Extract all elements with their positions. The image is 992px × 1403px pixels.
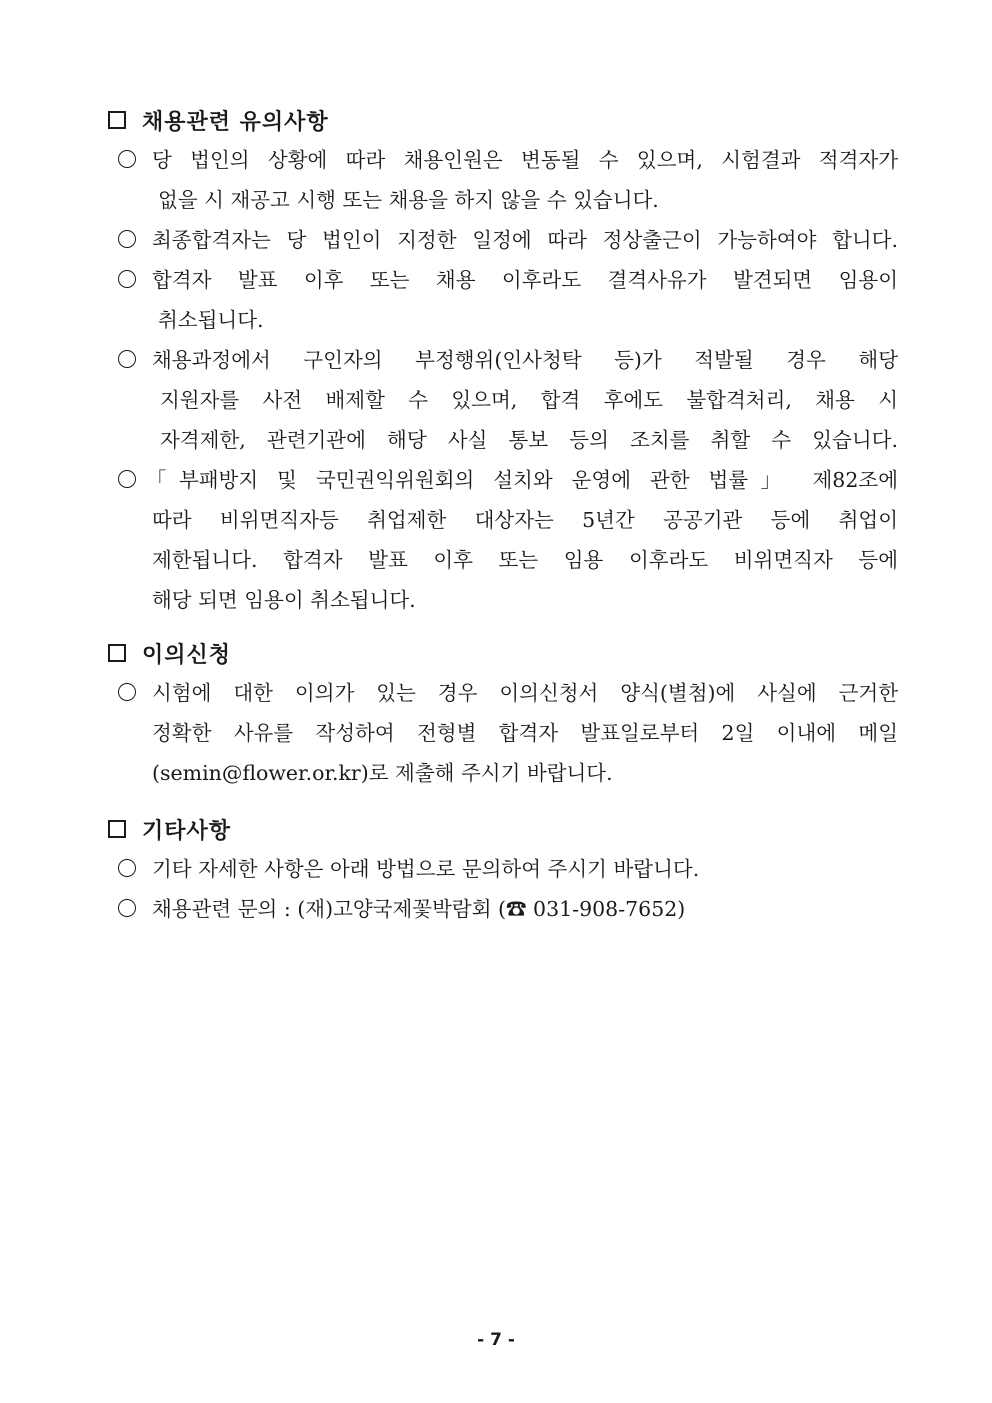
section-objection bbox=[108, 633, 898, 793]
list-item: 시험에 대한 이의가 있는 경우 이의신청서 양식(별첨)에 사실에 근거한 정확한 사유를 작성하여 전형별 합격자 발표일로부터 2일 이내에 메일 (semin@flower.or.kr)로 제출해 주시기 바랍니다. bbox=[108, 673, 898, 793]
circle-bullet-icon bbox=[118, 350, 136, 368]
circle-bullet-icon bbox=[118, 150, 136, 168]
section-heading: 기타사항 bbox=[108, 809, 898, 849]
circle-bullet-icon bbox=[118, 899, 136, 917]
checkbox-square-icon bbox=[108, 111, 126, 129]
list-item: 기타 자세한 사항은 아래 방법으로 문의하여 주시기 바랍니다. bbox=[108, 849, 898, 889]
list-item: 합격자 발표 이후 또는 채용 이후라도 결격사유가 발견되면 임용이 취소됩니다. bbox=[108, 260, 898, 340]
circle-bullet-icon bbox=[118, 230, 136, 248]
list-item: 「부패방지 및 국민권익위원회의 설치와 운영에 관한 법률」 제82조에 따라 비위면직자등 취업제한 대상자는 5년간 공공기관 등에 취업이 제한됩니다. 합격자 발표 이후 또는 임용 이후라도 비위면직자 등에 해당 되면 임용이 취소됩니다. bbox=[108, 460, 898, 620]
list-item: 당 법인의 상황에 따라 채용인원은 변동될 수 있으며, 시험결과 적격자가 없을 시 재공고 시행 또는 채용을 하지 않을 수 있습니다. bbox=[108, 140, 898, 220]
section-heading: 채용관련 유의사항 bbox=[108, 100, 898, 140]
section-recruitment-notes bbox=[108, 100, 898, 620]
circle-bullet-icon bbox=[118, 859, 136, 877]
list-item: 채용관련 문의 : (재)고양국제꽃박람회 (☎ 031-908-7652) bbox=[108, 889, 898, 929]
checkbox-square-icon bbox=[108, 820, 126, 838]
section-others bbox=[108, 809, 898, 929]
list-item: 최종합격자는 당 법인이 지정한 일정에 따라 정상출근이 가능하여야 합니다. bbox=[108, 220, 898, 260]
checkbox-square-icon bbox=[108, 644, 126, 662]
circle-bullet-icon bbox=[118, 683, 136, 701]
page-number: - 7 - bbox=[477, 1330, 515, 1350]
section-heading: 이의신청 bbox=[108, 633, 898, 673]
circle-bullet-icon bbox=[118, 470, 136, 488]
circle-bullet-icon bbox=[118, 270, 136, 288]
list-item: 채용과정에서 구인자의 부정행위(인사청탁 등)가 적발될 경우 해당 지원자를 사전 배제할 수 있으며, 합격 후에도 불합격처리, 채용 시 자격제한, 관련기관에 해당 사실 통보 등의 조치를 취할 수 있습니다. bbox=[108, 340, 898, 460]
